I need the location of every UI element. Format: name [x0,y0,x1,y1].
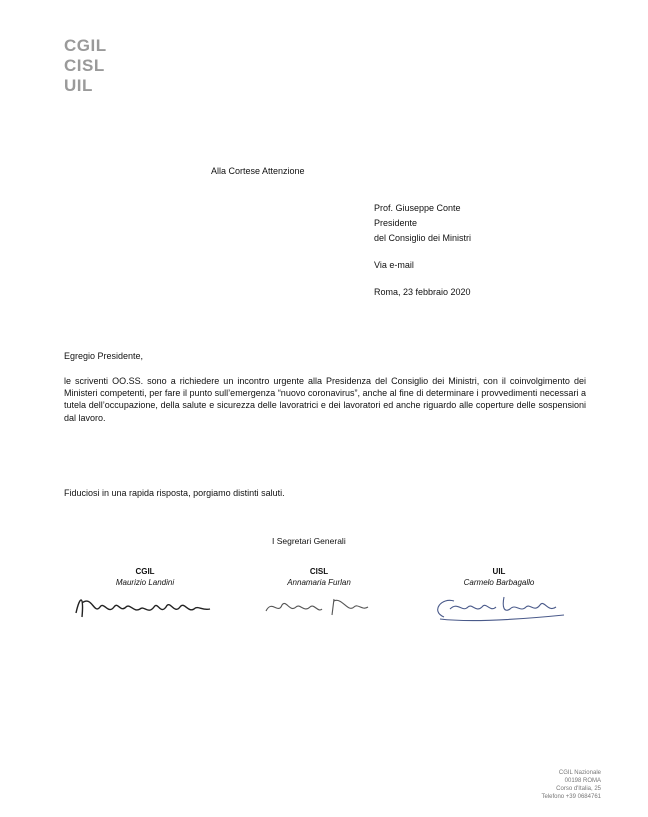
letterhead-logo [64,36,107,96]
footer-address [541,769,601,801]
footer-line: CGIL Nazionale [558,770,601,776]
signatories-heading: I Segretari Generali [272,536,346,546]
signature-name: Annamaria Furlan [287,578,351,587]
logo-uil: UIL [64,76,93,95]
closing-line: Fiduciosi in una rapida risposta, porgiamo distinti saluti. [64,488,285,498]
recipient-block [374,201,471,312]
handwritten-signature-icon [70,589,220,625]
footer-line: Telefono +39 0684761 [541,794,601,800]
recipient-title: Presidente [374,218,418,228]
signature-org: CISL [309,567,329,576]
handwritten-signature-icon [244,589,394,625]
salutation: Egregio Presidente, [64,351,144,361]
signature-org: UIL [492,567,506,576]
attention-line: Alla Cortese Attenzione [211,166,305,176]
delivery-method: Via e-mail [374,260,414,270]
handwritten-signature-icon [424,589,574,625]
signature-name: Carmelo Barbagallo [463,578,535,587]
signature-cgil [70,567,220,625]
signature-cisl [244,567,394,625]
logo-cgil: CGIL [64,36,107,55]
recipient-office: del Consiglio dei Ministri [374,233,472,243]
place-date: Roma, 23 febbraio 2020 [374,287,471,297]
logo-cisl: CISL [64,56,105,75]
letter-body: le scriventi OO.SS. sono a richiedere un incontro urgente alla Presidenza del Consiglio dei Ministri, con il coinvolgimento dei Ministeri competenti, per fare il punto sull’emergenza “nuovo coronavirus”, anche al fine di determinare i provvedimenti necessari a tutela dell’occupazione, della salute e sicurezza delle lavoratrici e dei lavoratori ed anche riguardo alle coperture delle sospensioni dal lavoro. [64,376,586,423]
signature-org: CGIL [135,567,155,576]
footer-line: 00198 ROMA [564,778,601,784]
signature-name: Maurizio Landini [115,578,175,587]
footer-line: Corso d'Italia, 25 [556,786,601,792]
recipient-name: Prof. Giuseppe Conte [374,203,461,213]
signature-uil [424,567,574,625]
